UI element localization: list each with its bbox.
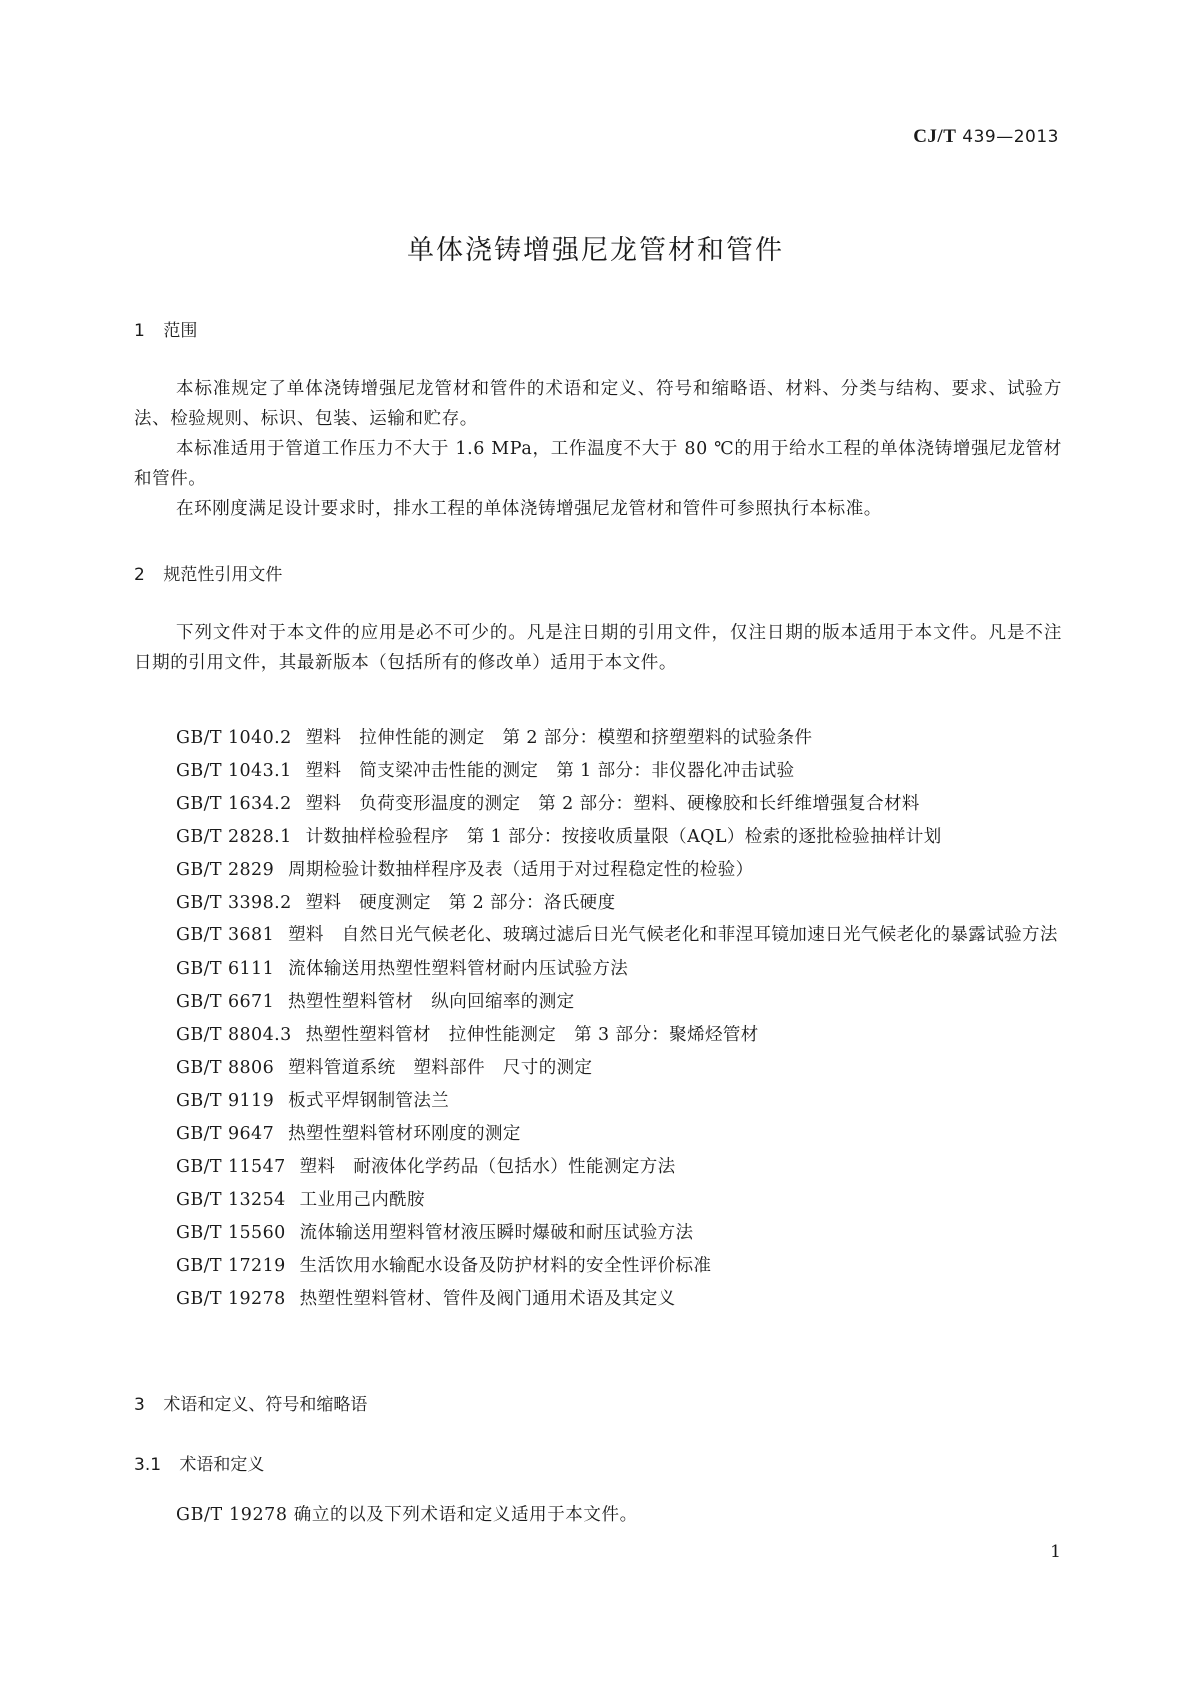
reference-code: GB/T 6671 [176,992,275,1012]
paragraph: 本标准适用于管道工作压力不大于 1.6 MPa，工作温度不大于 80 ℃的用于给水工程的单体浇铸增强尼龙管材和管件。 [134,439,1062,489]
subsection-title: 术语和定义 [179,1455,265,1475]
section-number: 1 [134,321,145,341]
reference-item [134,722,1062,755]
subsection-number: 3.1 [134,1455,162,1475]
reference-code: GB/T 19278 [176,1289,286,1309]
reference-title: 塑料 自然日光气候老化、玻璃过滤后日光气候老化和菲涅耳镜加速日光气候老化的暴露试验方法 [288,925,1058,945]
reference-code: GB/T 15560 [176,1223,286,1243]
reference-item [134,1085,1062,1118]
reference-item [134,854,1062,887]
standard-code-number: 439—2013 [962,127,1059,147]
paragraph: 本标准规定了单体浇铸增强尼龙管材和管件的术语和定义、符号和缩略语、材料、分类与结构、要求、试验方法、检验规则、标识、包装、运输和贮存。 [134,379,1062,429]
reference-item [134,1283,1062,1316]
reference-code: GB/T 2829 [176,860,275,880]
paragraph: 在环刚度满足设计要求时，排水工程的单体浇铸增强尼龙管材和管件可参照执行本标准。 [176,499,882,519]
reference-code: GB/T 6111 [176,959,275,979]
reference-item [134,920,1062,950]
standard-code [913,126,1059,148]
reference-code: GB/T 11547 [176,1157,286,1177]
reference-title: 流体输送用塑料管材液压瞬时爆破和耐压试验方法 [299,1223,694,1243]
reference-item [134,1250,1062,1283]
section-title: 范围 [163,321,198,341]
document-title: 单体浇铸增强尼龙管材和管件 [407,235,784,266]
reference-code: GB/T 1043.1 [176,761,292,781]
reference-item [134,953,1062,986]
reference-item [134,1118,1062,1151]
reference-code: GB/T 8804.3 [176,1025,292,1045]
reference-title: 塑料 拉伸性能的测定 第 2 部分：模塑和挤塑塑料的试验条件 [305,728,813,748]
reference-title: 流体输送用热塑性塑料管材耐内压试验方法 [288,959,629,979]
reference-item [134,887,1062,920]
reference-item [134,986,1062,1019]
page-number: 1 [1050,1542,1061,1562]
reference-title: 热塑性塑料管材 拉伸性能测定 第 3 部分：聚烯烃管材 [305,1025,759,1045]
reference-code: GB/T 13254 [176,1190,286,1210]
reference-item [134,1052,1062,1085]
standard-code-prefix: CJ/T [913,126,957,147]
reference-code: GB/T 8806 [176,1058,275,1078]
paragraph: 下列文件对于本文件的应用是必不可少的。凡是注日期的引用文件，仅注日期的版本适用于本文件。凡是不注日期的引用文件，其最新版本（包括所有的修改单）适用于本文件。 [134,623,1062,673]
reference-list [134,722,1062,1316]
reference-item [134,1019,1062,1052]
reference-code: GB/T 3398.2 [176,893,292,913]
reference-title: 塑料 耐液体化学药品（包括水）性能测定方法 [299,1157,676,1177]
section-2-heading [134,560,282,585]
reference-title: 计数抽样检验程序 第 1 部分：按接收质量限（AQL）检索的逐批检验抽样计划 [305,827,942,847]
reference-code: GB/T 2828.1 [176,827,292,847]
reference-title: 热塑性塑料管材环刚度的测定 [288,1124,521,1144]
reference-title: 周期检验计数抽样程序及表（适用于对过程稳定性的检验） [288,860,754,880]
reference-code: GB/T 3681 [176,925,275,945]
section-1-heading [134,316,197,341]
reference-title: 生活饮用水输配水设备及防护材料的安全性评价标准 [299,1256,712,1276]
reference-code: GB/T 1040.2 [176,728,292,748]
reference-code: GB/T 17219 [176,1256,286,1276]
section-number: 3 [134,1395,145,1415]
reference-item [134,821,1062,854]
reference-title: 塑料管道系统 塑料部件 尺寸的测定 [288,1058,593,1078]
section-title: 术语和定义、符号和缩略语 [163,1395,368,1415]
reference-title: 塑料 硬度测定 第 2 部分：洛氏硬度 [305,893,616,913]
reference-code: GB/T 9647 [176,1124,275,1144]
section-3-heading [134,1390,367,1415]
reference-title: 工业用己内酰胺 [299,1190,425,1210]
reference-title: 塑料 简支梁冲击性能的测定 第 1 部分：非仪器化冲击试验 [305,761,795,781]
section-number: 2 [134,565,145,585]
subsection-3-1-heading [134,1450,264,1475]
reference-item [134,1151,1062,1184]
section-title: 规范性引用文件 [163,565,283,585]
reference-code: GB/T 1634.2 [176,794,292,814]
reference-title: 塑料 负荷变形温度的测定 第 2 部分：塑料、硬橡胶和长纤维增强复合材料 [305,794,920,814]
reference-item [134,1184,1062,1217]
reference-item [134,1217,1062,1250]
reference-code: GB/T 9119 [176,1091,275,1111]
reference-title: 热塑性塑料管材 纵向回缩率的测定 [288,992,575,1012]
reference-item [134,755,1062,788]
reference-item [134,788,1062,821]
paragraph: GB/T 19278 确立的以及下列术语和定义适用于本文件。 [176,1505,638,1525]
reference-title: 板式平焊钢制管法兰 [288,1091,450,1111]
reference-title: 热塑性塑料管材、管件及阀门通用术语及其定义 [299,1289,676,1309]
